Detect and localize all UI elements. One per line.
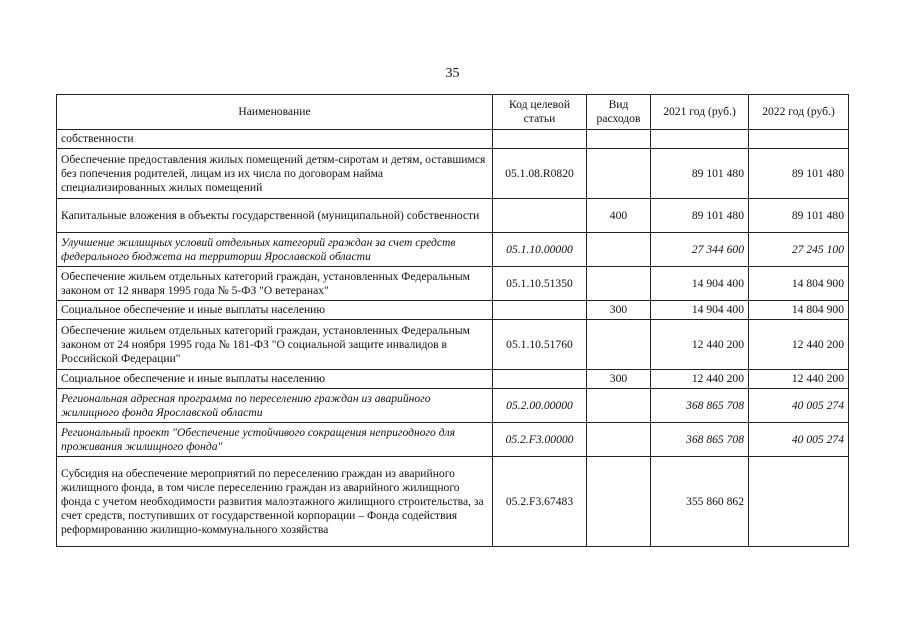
cell-name: Обеспечение жильем отдельных категорий граждан, установленных Федеральным законом от 12 января 1995 года № 5-ФЗ "О ветеранах" <box>57 267 493 301</box>
cell-kind <box>587 320 651 370</box>
cell-kind <box>587 267 651 301</box>
cell-name: Региональный проект "Обеспечение устойчивого сокращения непригодного для проживания жилищного фонда" <box>57 423 493 457</box>
cell-code <box>493 301 587 320</box>
cell-code: 05.1.10.00000 <box>493 233 587 267</box>
cell-kind <box>587 233 651 267</box>
cell-2022: 89 101 480 <box>749 149 849 199</box>
table-row <box>57 233 849 267</box>
column-header-name: Наименование <box>57 95 493 130</box>
cell-name: Социальное обеспечение и иные выплаты населению <box>57 301 493 320</box>
table-row <box>57 267 849 301</box>
cell-code <box>493 130 587 149</box>
column-header-code: Код целевой статьи <box>493 95 587 130</box>
cell-2021: 14 904 400 <box>651 267 749 301</box>
budget-table <box>56 94 849 547</box>
column-header-2022: 2022 год (руб.) <box>749 95 849 130</box>
cell-code: 05.2.00.00000 <box>493 389 587 423</box>
cell-code <box>493 199 587 233</box>
table-row <box>57 149 849 199</box>
cell-2022: 89 101 480 <box>749 199 849 233</box>
cell-kind: 400 <box>587 199 651 233</box>
table-row <box>57 130 849 149</box>
cell-2021: 89 101 480 <box>651 149 749 199</box>
cell-kind: 300 <box>587 370 651 389</box>
cell-kind <box>587 149 651 199</box>
cell-2021: 355 860 862 <box>651 457 749 547</box>
cell-2021: 12 440 200 <box>651 320 749 370</box>
cell-2022: 12 440 200 <box>749 370 849 389</box>
table-row <box>57 301 849 320</box>
cell-name: Улучшение жилищных условий отдельных категорий граждан за счет средств федерального бюджета на территории Ярославской области <box>57 233 493 267</box>
cell-2021: 12 440 200 <box>651 370 749 389</box>
table-row <box>57 457 849 547</box>
table-body <box>57 130 849 547</box>
cell-2022: 14 804 900 <box>749 267 849 301</box>
table-row <box>57 320 849 370</box>
page-number: 35 <box>445 66 460 81</box>
cell-2022: 14 804 900 <box>749 301 849 320</box>
cell-name: собственности <box>57 130 493 149</box>
cell-kind <box>587 130 651 149</box>
cell-name: Региональная адресная программа по переселению граждан из аварийного жилищного фонда Ярославской области <box>57 389 493 423</box>
cell-2021 <box>651 130 749 149</box>
cell-2021: 89 101 480 <box>651 199 749 233</box>
cell-kind: 300 <box>587 301 651 320</box>
table-row <box>57 199 849 233</box>
header-row <box>57 95 849 130</box>
table-row <box>57 423 849 457</box>
cell-code <box>493 370 587 389</box>
cell-name: Капитальные вложения в объекты государственной (муниципальной) собственности <box>57 199 493 233</box>
cell-kind <box>587 389 651 423</box>
cell-kind <box>587 457 651 547</box>
cell-kind <box>587 423 651 457</box>
cell-2022: 12 440 200 <box>749 320 849 370</box>
cell-2022: 40 005 274 <box>749 389 849 423</box>
table-header <box>57 95 849 130</box>
cell-2021: 14 904 400 <box>651 301 749 320</box>
cell-code: 05.1.10.51350 <box>493 267 587 301</box>
cell-code: 05.1.10.51760 <box>493 320 587 370</box>
cell-name: Обеспечение жильем отдельных категорий граждан, установленных Федеральным законом от 24 ноября 1995 года № 181-ФЗ "О социальной защите инвалидов в Российской Федерации" <box>57 320 493 370</box>
cell-2022: 40 005 274 <box>749 423 849 457</box>
cell-name: Обеспечение предоставления жилых помещений детям-сиротам и детям, оставшимся без попечения родителей, лицам из их числа по договорам найма специализированных жилых помещений <box>57 149 493 199</box>
cell-2022 <box>749 130 849 149</box>
cell-code: 05.1.08.R0820 <box>493 149 587 199</box>
cell-2022: 27 245 100 <box>749 233 849 267</box>
table-row <box>57 389 849 423</box>
cell-2021: 368 865 708 <box>651 389 749 423</box>
table-row <box>57 370 849 389</box>
cell-name: Субсидия на обеспечение мероприятий по переселению граждан из аварийного жилищного фонда, в том числе переселению граждан из аварийного жилищного фонда с учетом необходимости развития малоэтажного жилищного строительства, за счет средств, поступивших от государственной корпорации – Фонда содействия реформированию жилищно-коммунального хозяйства <box>57 457 493 547</box>
cell-2021: 368 865 708 <box>651 423 749 457</box>
column-header-kind: Вид расходов <box>587 95 651 130</box>
cell-name: Социальное обеспечение и иные выплаты населению <box>57 370 493 389</box>
cell-2022 <box>749 457 849 547</box>
column-header-2021: 2021 год (руб.) <box>651 95 749 130</box>
cell-code: 05.2.F3.67483 <box>493 457 587 547</box>
cell-code: 05.2.F3.00000 <box>493 423 587 457</box>
cell-2021: 27 344 600 <box>651 233 749 267</box>
